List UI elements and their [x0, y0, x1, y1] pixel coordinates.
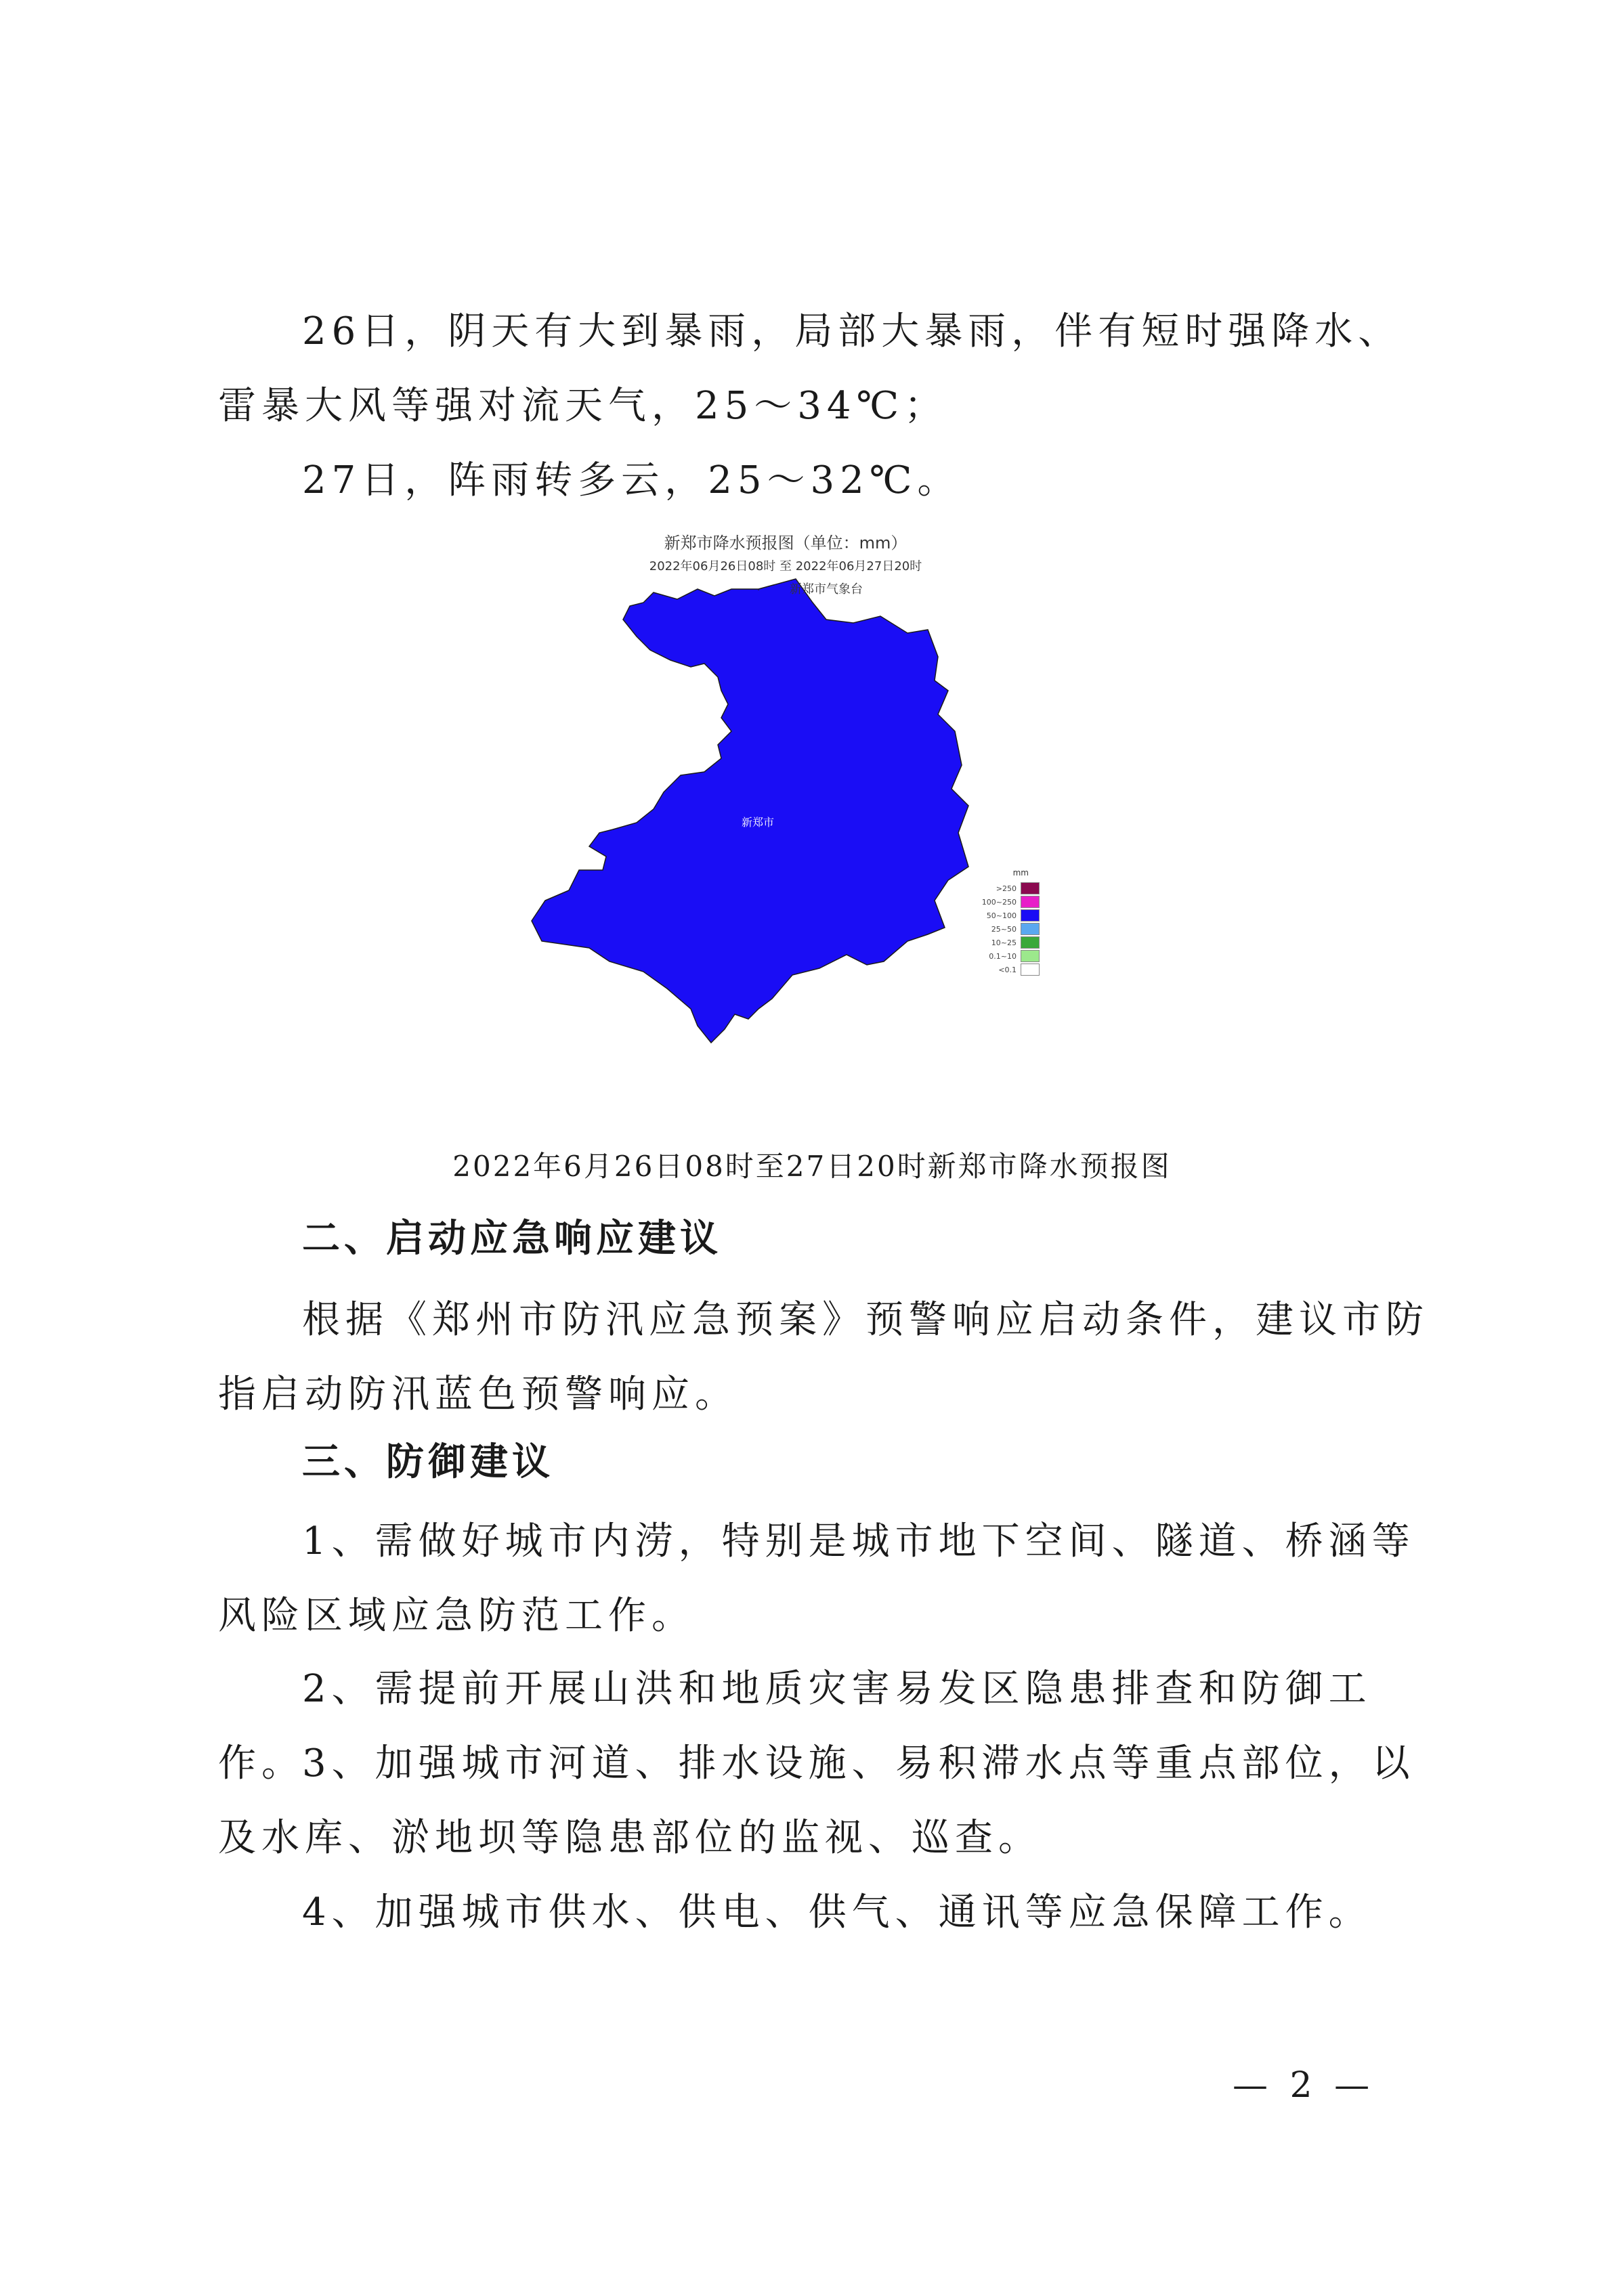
paragraph-defense-1: 1、需做好城市内涝，特别是城市地下空间、隧道、桥涵等风险区域应急防范工作。: [218, 1519, 1415, 1638]
legend-swatch: [1021, 936, 1040, 949]
legend-label: 0.1~10: [989, 951, 1017, 961]
legend-label: 100~250: [981, 897, 1017, 907]
svg-text:·: ·: [757, 587, 760, 594]
precipitation-map: [528, 521, 1043, 1110]
legend-unit: mm: [1012, 868, 1029, 878]
section-heading-defense: 三、防御建议: [302, 1440, 554, 1484]
legend-item: [965, 963, 1040, 976]
map-title: 新郑市降水预报图（单位：mm）: [664, 534, 907, 553]
legend-item: [965, 882, 1040, 895]
xinzheng-region: [532, 579, 968, 1043]
legend-swatch: [1021, 963, 1040, 976]
legend-label: <0.1: [998, 965, 1017, 974]
legend-swatch: [1021, 882, 1040, 894]
map-legend: [965, 868, 1040, 976]
map-city-label: 新郑市: [742, 816, 775, 829]
paragraph-response-suggestion: 根据《郑州市防汛应急预案》预警响应启动条件，建议市防指启动防汛蓝色预警响应。: [218, 1298, 1429, 1416]
page-number: — 2 —: [1233, 2065, 1375, 2106]
paragraph-27-forecast: 27日，阵雨转多云，25～32℃。: [302, 458, 961, 502]
legend-swatch: [1021, 909, 1040, 922]
legend-swatch: [1021, 950, 1040, 962]
legend-label: >250: [996, 884, 1017, 893]
map-subtitle: 2022年06月26日08时 至 2022年06月27日20时: [649, 559, 922, 573]
paragraph-defense-3: 3、加强城市河道、排水设施、易积滞水点等重点部位，以及水库、淤地坝等隐患部位的监视、巡查。: [218, 1741, 1415, 1860]
map-caption: 2022年6月26日08时至27日20时新郑市降水预报图: [452, 1150, 1172, 1183]
legend-swatch: [1021, 896, 1040, 908]
legend-item: [965, 922, 1040, 936]
section-heading-emergency-response: 二、启动应急响应建议: [302, 1217, 722, 1261]
map-organization: 新郑市气象台: [790, 582, 863, 597]
map-shape: [528, 521, 1043, 1110]
legend-item: [965, 949, 1040, 963]
legend-swatch: [1021, 923, 1040, 935]
paragraph-defense-4: 4、加强城市供水、供电、供气、通讯等应急保障工作。: [302, 1890, 1372, 1934]
legend-label: 50~100: [986, 911, 1017, 920]
legend-label: 25~50: [991, 924, 1017, 934]
legend-label: 10~25: [991, 938, 1017, 947]
paragraph-defense-2: 2、需提前开展山洪和地质灾害易发区隐患排查和防御工作。: [218, 1667, 1372, 1785]
legend-item: [965, 909, 1040, 922]
legend-item: [965, 895, 1040, 909]
legend-item: [965, 936, 1040, 949]
paragraph-26-forecast: 26日，阴天有大到暴雨，局部大暴雨，伴有短时强降水、雷暴大风等强对流天气，25～34℃；: [218, 309, 1402, 428]
